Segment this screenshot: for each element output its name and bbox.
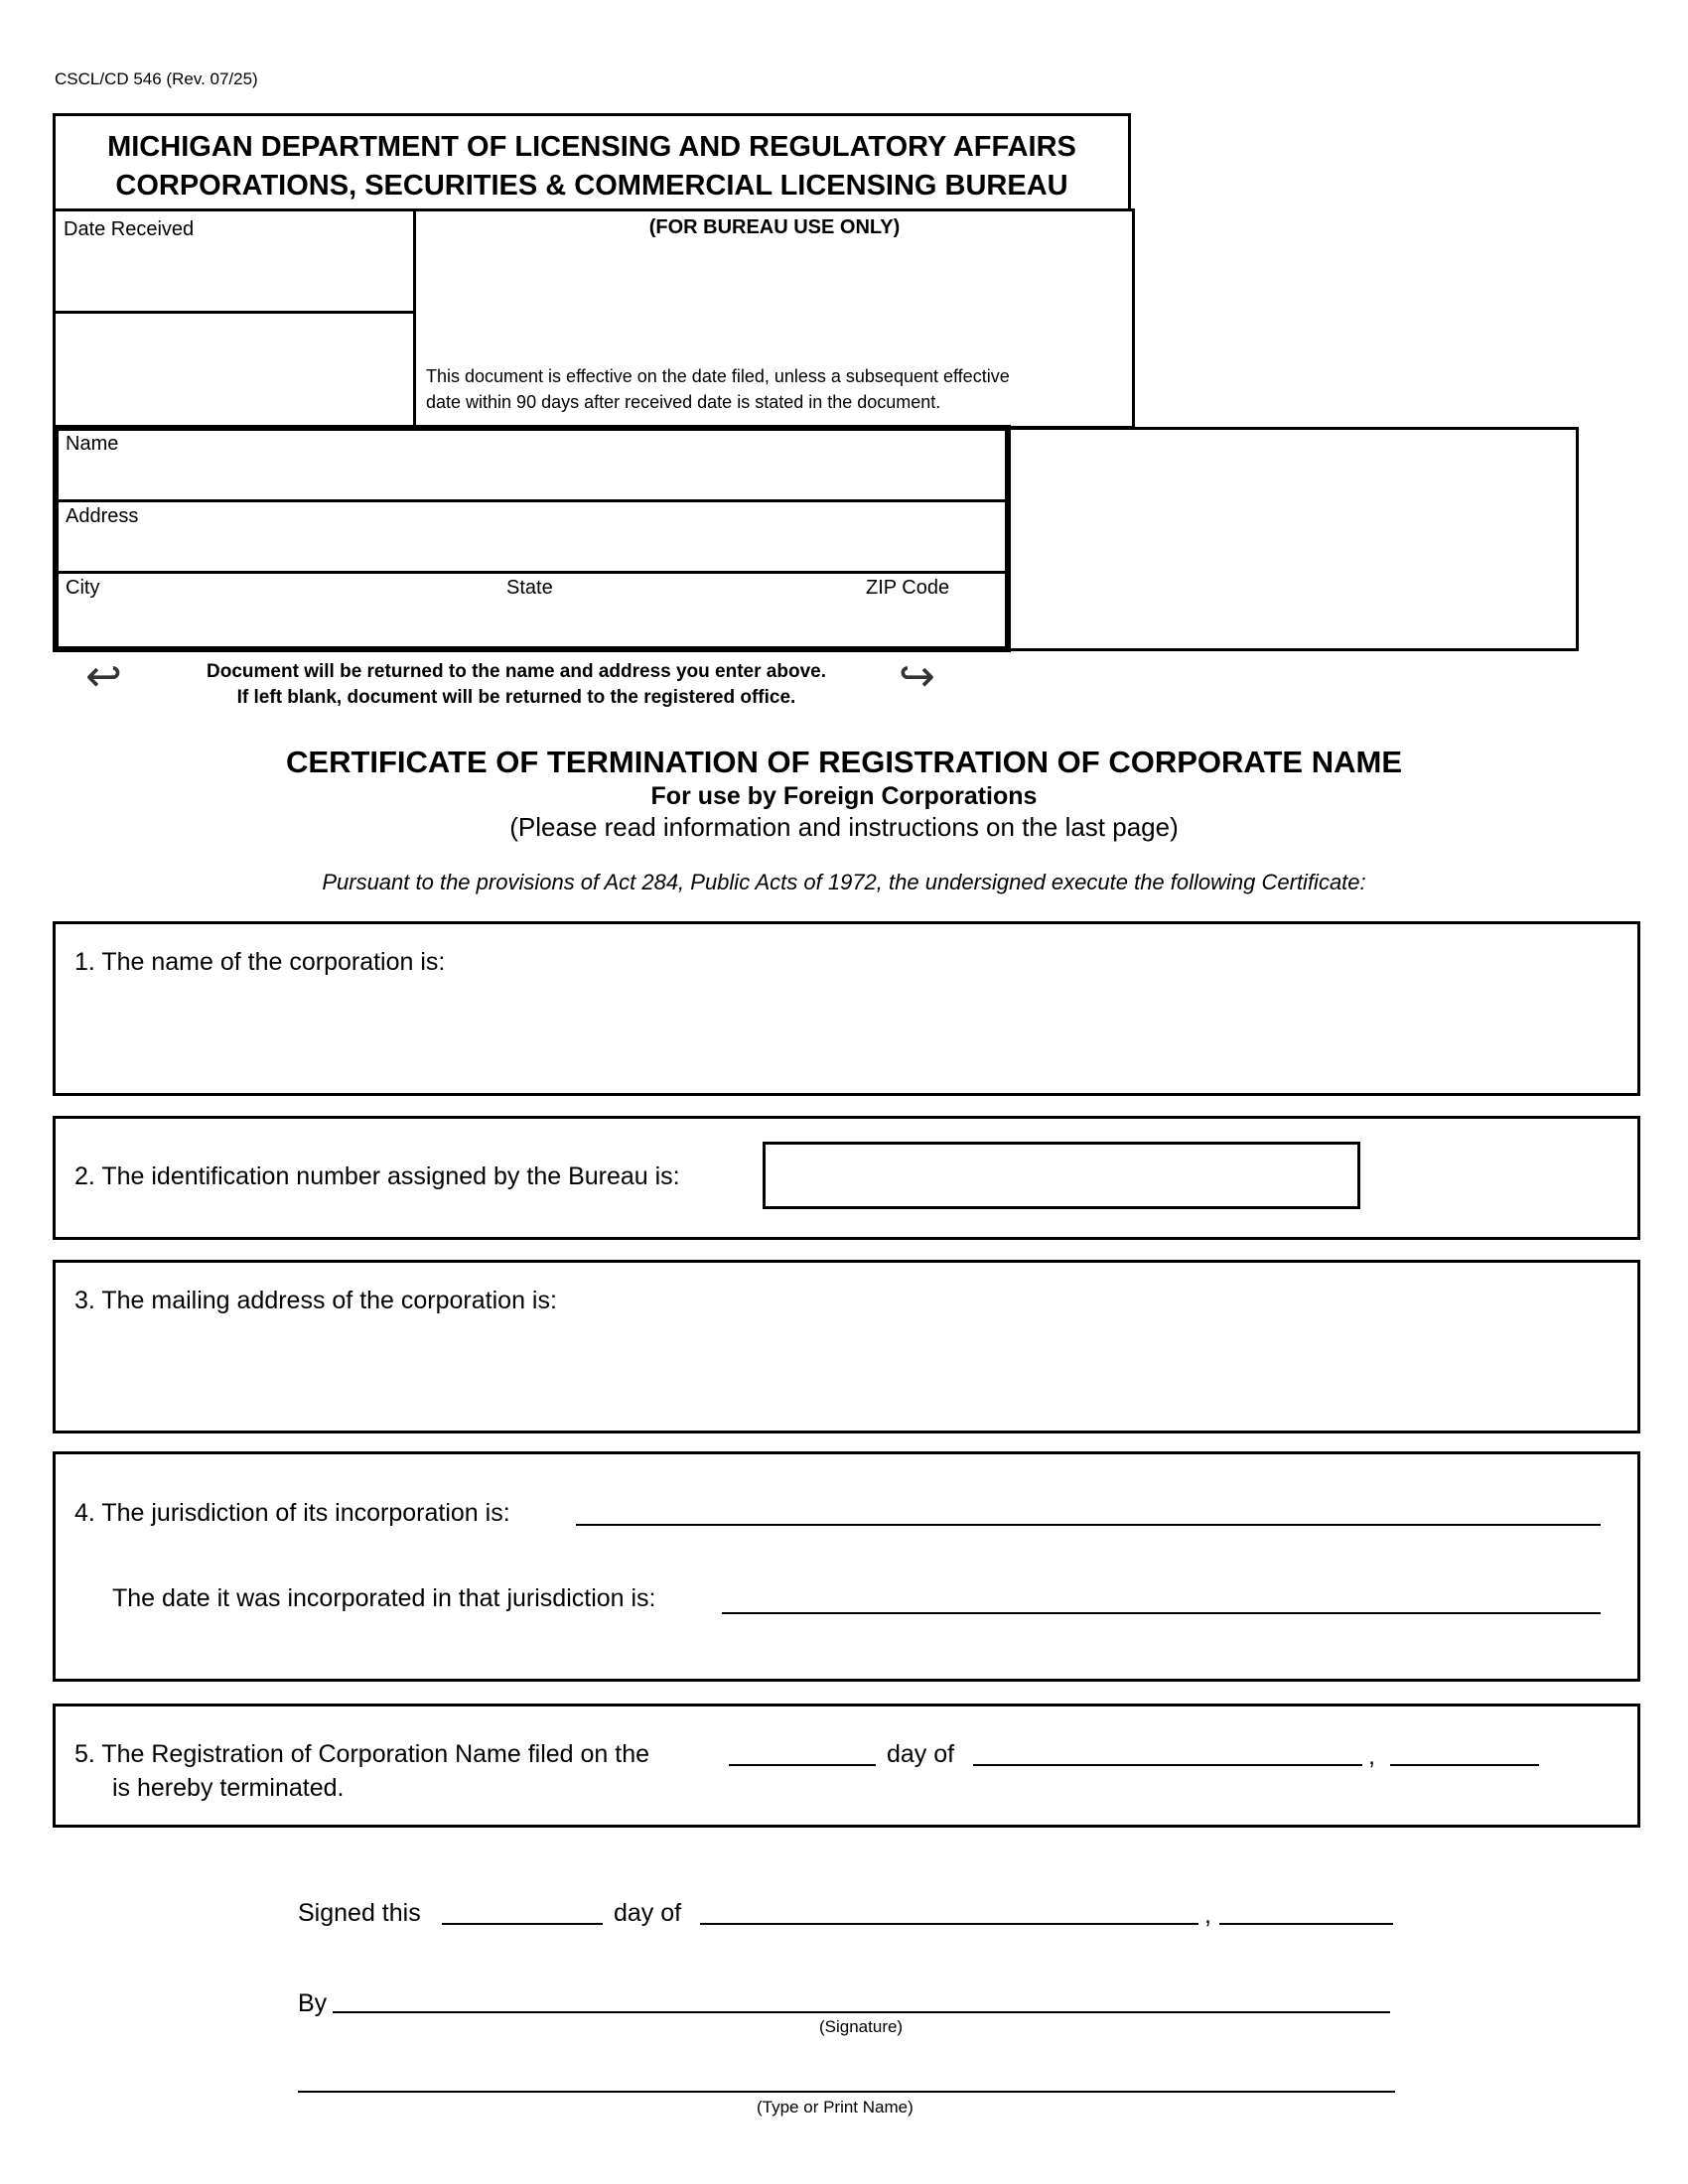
signed-day-input-line[interactable]	[442, 1923, 603, 1925]
agency-header	[53, 113, 1131, 208]
by-label: By	[298, 1989, 328, 2017]
state-field-label[interactable]: State	[506, 577, 553, 599]
document-title: CERTIFICATE OF TERMINATION OF REGISTRATION OF CORPORATE NAME	[286, 745, 1402, 779]
item4-jurisdiction-label: 4. The jurisdiction of its incorporation is:	[74, 1499, 510, 1527]
signed-year-input-line[interactable]	[1219, 1923, 1393, 1925]
item5-day-of: day of	[887, 1740, 955, 1768]
instructions-note: (Please read information and instructions on the last page)	[509, 812, 1179, 842]
jurisdiction-input-line[interactable]	[576, 1524, 1601, 1526]
incorporation-date-input-line[interactable]	[722, 1612, 1601, 1614]
item5-comma: ,	[1368, 1742, 1375, 1770]
item5-label: 5. The Registration of Corporation Name filed on the	[74, 1740, 650, 1768]
item5-terminated-text: is hereby terminated.	[112, 1774, 345, 1802]
identification-number-input[interactable]	[763, 1142, 1360, 1209]
signed-month-input-line[interactable]	[700, 1923, 1198, 1925]
signature-caption: (Signature)	[819, 2017, 904, 2036]
item3-label: 3. The mailing address of the corporation is:	[74, 1287, 557, 1314]
signed-day-of-label: day of	[614, 1899, 682, 1927]
item2-label: 2. The identification number assigned by the Bureau is:	[74, 1162, 680, 1190]
agency-name: MICHIGAN DEPARTMENT OF LICENSING AND REGULATORY AFFAIRS	[107, 131, 1076, 163]
item4-box	[53, 1451, 1640, 1682]
item1-label: 1. The name of the corporation is:	[74, 948, 446, 976]
pursuant-statement: Pursuant to the provisions of Act 284, Public Acts of 1972, the undersigned execute the following Certificate:	[322, 870, 1366, 894]
item4-date-label: The date it was incorporated in that jurisdiction is:	[112, 1584, 656, 1612]
filed-year-input-line[interactable]	[1390, 1764, 1539, 1766]
date-received-label: Date Received	[64, 218, 195, 240]
signature-input-line[interactable]	[333, 2011, 1390, 2013]
divider	[59, 571, 1005, 574]
return-arrow-icon: ↪	[899, 652, 935, 701]
return-address-box	[53, 425, 1011, 652]
return-note: Document will be returned to the name and address you enter above. If left blank, document will be returned to the registered office.	[207, 661, 826, 708]
filed-day-input-line[interactable]	[729, 1764, 876, 1766]
bureau-blank-cell	[53, 311, 416, 429]
signed-this-label: Signed this	[298, 1899, 421, 1927]
divider	[59, 499, 1005, 502]
print-name-caption: (Type or Print Name)	[757, 2098, 914, 2116]
address-field-label[interactable]: Address	[66, 505, 139, 527]
filed-month-input-line[interactable]	[973, 1764, 1362, 1766]
form-id: CSCL/CD 546 (Rev. 07/25)	[55, 69, 258, 88]
name-field-label[interactable]: Name	[66, 433, 119, 455]
bureau-side-box	[1011, 427, 1579, 651]
document-subtitle: For use by Foreign Corporations	[650, 782, 1038, 810]
print-name-input-line[interactable]	[298, 2091, 1395, 2093]
signed-comma: ,	[1204, 1901, 1211, 1929]
city-field-label[interactable]: City	[66, 577, 100, 599]
effective-date-note: This document is effective on the date filed, unless a subsequent effective date within 90 days after received date is stated in the document.	[426, 366, 1010, 412]
bureau-use-label: (FOR BUREAU USE ONLY)	[648, 216, 901, 238]
return-arrow-icon: ↩	[85, 652, 122, 701]
zip-field-label[interactable]: ZIP Code	[866, 577, 950, 599]
bureau-name: CORPORATIONS, SECURITIES & COMMERCIAL LICENSING BUREAU	[115, 170, 1068, 202]
